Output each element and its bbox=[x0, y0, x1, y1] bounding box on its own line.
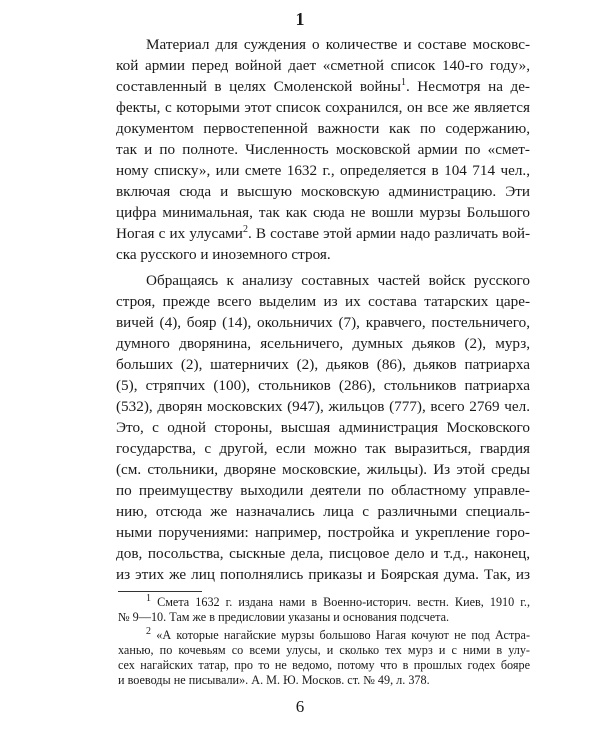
p2-line: нию, отсюда же назначались лица с различными специаль- bbox=[116, 503, 530, 520]
p2-line: (см. стольники, дворяне московские, жильцы). Из этой среды bbox=[116, 461, 530, 478]
page-number: 6 bbox=[295, 697, 305, 716]
footnote-1-line: № 9—10. Там же в предисловии указаны и основания подсчета. bbox=[118, 610, 450, 624]
p1-line: ска русского и иноземного строя. bbox=[116, 246, 331, 263]
p1-line: документом первостепенной важности как по содержанию, bbox=[116, 120, 530, 137]
p1-line: кой армии перед войной дает «сметной список 140-го году», bbox=[116, 57, 530, 74]
p1-line-part: составленный в целях Смоленской войны bbox=[116, 78, 401, 95]
p2-line: Это, с одной стороны, высшая администрация Московского bbox=[116, 419, 530, 436]
footnote-ref-2: 2 bbox=[242, 223, 248, 235]
p1-line: Материал для суждения о количестве и составе московс- bbox=[146, 36, 530, 53]
p2-line: строя, прежде всего выделим из их состава татарских царе- bbox=[116, 293, 530, 310]
p2-line: больших (2), шатерничих (2), дьяков (86), дьяков патриарха bbox=[116, 356, 530, 373]
p1-line-part: . В составе этой армии надо различать вой- bbox=[247, 225, 531, 242]
p1-line: фекты, с которыми этот список сохранился, он все же является bbox=[116, 99, 530, 116]
p2-line: Обращаясь к анализу составных частей войск русского bbox=[146, 272, 530, 289]
footnote-2-line bbox=[146, 625, 530, 643]
footnote-1-text: Смета 1632 г. издана нами в Военно-историч. вестн. Киев, 1910 г., bbox=[157, 595, 531, 609]
p2-line: из этих же лиц пополнялись приказы и Боярская дума. Так, из bbox=[116, 566, 530, 583]
p1-line: цифра минимальная, так как сюда не вошли мурзы Большого bbox=[116, 204, 530, 221]
footnote-2-text: «А которые нагайские мурзы большово Нагая кочуют не под Астра- bbox=[156, 628, 530, 642]
footnote-2-line: ханью, по кочевьям со всеми улусы, и сколько тех мурз и с ними в улу- bbox=[118, 643, 530, 657]
p2-line: по преимуществу выходили деятели по областному управле- bbox=[116, 482, 530, 499]
p2-line: (532), дворян московских (947), жильцов (777), всего 2769 чел. bbox=[116, 398, 530, 415]
p2-line: дов, посольства, сыскные дела, писцовое дело и т.д., наконец, bbox=[116, 545, 530, 562]
p1-line: включая сюда и высшую московскую администрацию. Эти bbox=[116, 183, 530, 200]
p1-line: так и по полноте. Численность московской армии по «смет- bbox=[116, 141, 530, 158]
footnote-2-marker: 2 bbox=[146, 625, 151, 637]
p1-line-part: . Несмотря на де- bbox=[405, 78, 530, 95]
footnote-ref-1: 1 bbox=[400, 76, 406, 88]
p1-line-part: Ногая с их улусами bbox=[116, 225, 243, 242]
footnote-1-marker: 1 bbox=[146, 592, 151, 604]
footnote-2-line: сех нагайских татар, про то не ведомо, потому что в прошлых годех бояре bbox=[118, 658, 530, 672]
p2-line: ными поручениями: например, постройка и укрепление горо- bbox=[116, 524, 530, 541]
p1-line bbox=[116, 223, 530, 244]
footnote-divider bbox=[118, 591, 202, 592]
p2-line: государства, с другой, если можно так выразиться, гвардия bbox=[116, 440, 530, 457]
footnote-1-line bbox=[146, 592, 531, 610]
p2-line: думного дворянина, ясельничего, думных дьяков (2), мурз, bbox=[116, 335, 530, 352]
footnote-2-line: и воеводы не писывали». А. М. Ю. Москов. ст. № 49, л. 378. bbox=[118, 673, 430, 687]
p2-line: (5), стряпчих (100), стольников (286), стольников патриарха bbox=[116, 377, 530, 394]
chapter-heading: 1 bbox=[295, 9, 305, 29]
p1-line: ному списку», или смете 1632 г., определяется в 104 714 чел., bbox=[116, 162, 530, 179]
p2-line: вичей (4), бояр (14), окольничих (7), кравчего, постельничего, bbox=[116, 314, 530, 331]
p1-line bbox=[116, 76, 530, 97]
